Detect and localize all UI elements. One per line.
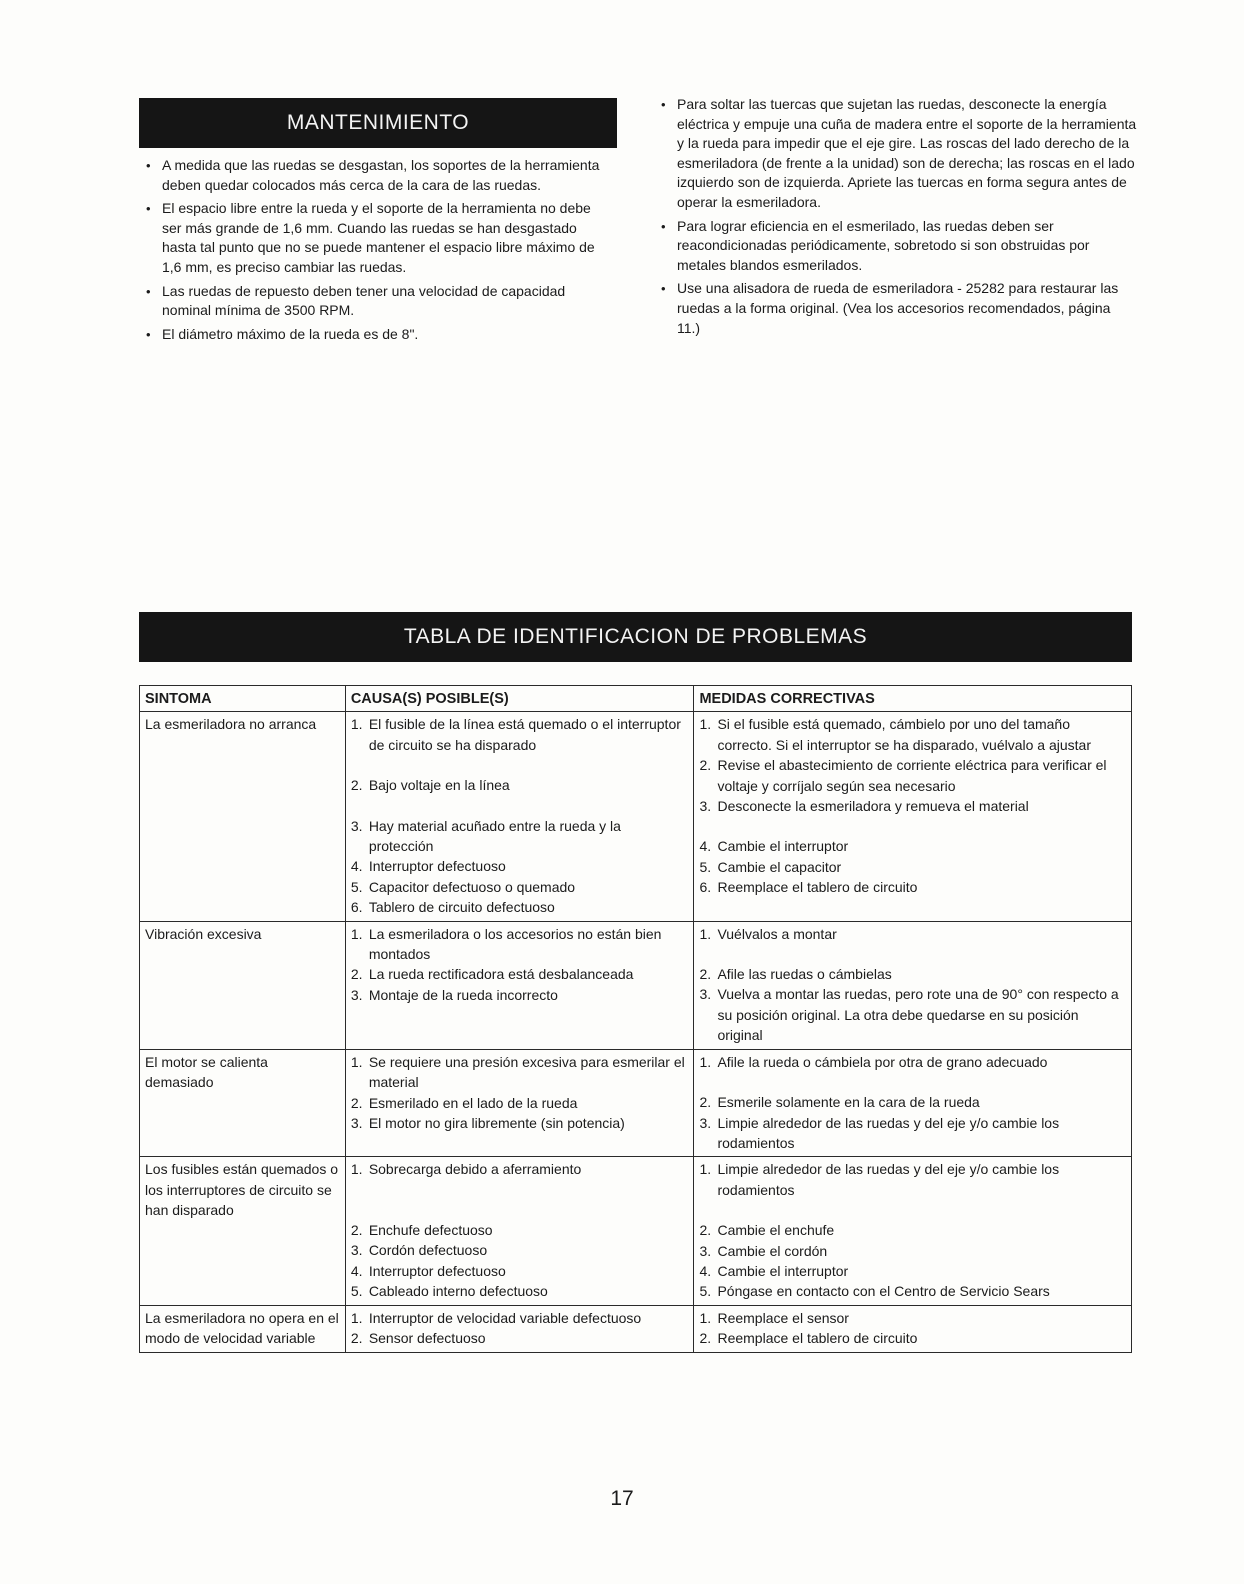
item-number: 3.: [699, 1114, 712, 1131]
item-text: Limpie alrededor de las ruedas y del eje y/o cambie los rodamientos: [717, 1114, 1060, 1151]
item-number: 2.: [699, 966, 712, 983]
cause-item: [351, 856, 689, 876]
maintenance-heading-text: MANTENIMIENTO: [286, 111, 470, 134]
item-text: Enchufe defectuoso: [368, 1221, 493, 1238]
item-text: Afile la rueda o cámbiela por otra de grano adecuado: [717, 1053, 1048, 1070]
item-text: Se requiere una presión excesiva para esmerilar el material: [368, 1053, 685, 1091]
remedy-item: [699, 1261, 1126, 1281]
item-number: 6.: [699, 879, 712, 896]
item-number: 1.: [699, 1309, 712, 1326]
item-text: Cableado interno defectuoso: [368, 1282, 548, 1299]
symptom-cell: [140, 1049, 346, 1157]
item-text: La rueda rectificadora está desbalanceada: [368, 966, 634, 983]
item-text: Limpie alrededor de las ruedas y del eje y/o cambie los rodamientos: [717, 1161, 1060, 1198]
item-text: El motor no gira libremente (sin potencia): [368, 1114, 625, 1131]
item-number: 2.: [350, 1330, 363, 1347]
causes-cell: [345, 1157, 694, 1305]
item-text: El fusible de la línea está quemado o el interruptor de circuito se ha disparado: [368, 716, 681, 753]
cause-item: [351, 714, 689, 755]
cause-item: [351, 964, 689, 984]
table-row: [140, 712, 1132, 921]
cause-item: [351, 1281, 689, 1301]
cause-item: [351, 1052, 689, 1093]
item-number: 3.: [699, 798, 712, 815]
bullet-item: • A medida que las ruedas se desgastan, los soportes de la herramienta deben quedar colocados más cerca de la cara de las ruedas.: [142, 156, 612, 195]
troubleshooting-heading-text: TABLA DE IDENTIFICACION DE PROBLEMAS: [403, 625, 868, 648]
symptom-text: La esmeriladora no arranca: [145, 716, 317, 733]
bullet-item: • El diámetro máximo de la rueda es de 8".: [142, 325, 612, 345]
item-text: Reemplace el sensor: [717, 1309, 849, 1326]
remedy-item: [699, 924, 1126, 944]
bullet-item: • Para lograr eficiencia en el esmerilado, las ruedas deben ser reacondicionadas periódicamente, sobretodo si son obstruidas por metales blandos esmerilados.: [657, 217, 1137, 276]
remedy-item: [699, 1281, 1126, 1301]
item-number: 2.: [350, 1221, 363, 1238]
symptom-text: El motor se calienta demasiado: [145, 1053, 268, 1091]
item-number: 1.: [350, 1053, 363, 1070]
symptom-cell: [140, 921, 346, 1049]
cause-item: [351, 1113, 689, 1133]
item-number: 2.: [699, 757, 712, 774]
item-number: 5.: [699, 858, 712, 875]
remedy-item: [699, 796, 1126, 816]
troubleshooting-heading: [139, 612, 1132, 662]
table-row: [140, 1157, 1132, 1305]
item-text: Desconecte la esmeriladora y remueva el material: [717, 798, 1029, 815]
item-text: Cordón defectuoso: [368, 1242, 488, 1259]
bullet-item: • El espacio libre entre la rueda y el soporte de la herramienta no debe ser más grande de 1,6 mm. Cuando las ruedas se han desgastado hasta tal punto que no se puede mantener el espacio libre máximo de 1,6 mm, es preciso cambiar las ruedas.: [142, 199, 612, 277]
remedy-item: [699, 1241, 1126, 1261]
item-number: 1.: [350, 716, 363, 733]
remedies-cell: [694, 1157, 1132, 1305]
item-text: Esmerilado en el lado de la rueda: [368, 1094, 578, 1111]
remedies-cell: [694, 712, 1132, 921]
item-text: Cambie el interruptor: [717, 1262, 849, 1279]
symptom-text: La esmeriladora no opera en el modo de velocidad variable: [145, 1309, 339, 1347]
item-text: Sobrecarga debido a aferramiento: [368, 1161, 582, 1178]
causes-cell: [345, 712, 694, 921]
cause-item: [351, 816, 689, 857]
maintenance-list-left: [142, 156, 612, 348]
item-number: 1.: [350, 1309, 363, 1326]
header-remedies: MEDIDAS CORRECTIVAS: [694, 686, 1132, 712]
item-number: 3.: [350, 817, 363, 834]
remedy-item: [699, 1220, 1126, 1240]
item-number: 4.: [699, 1262, 712, 1279]
cause-item: [351, 1240, 689, 1260]
item-text: Hay material acuñado entre la rueda y la protección: [368, 817, 621, 855]
item-number: 2.: [350, 966, 363, 983]
item-number: 4.: [699, 838, 712, 855]
remedies-cell: [694, 921, 1132, 1049]
remedy-item: [699, 714, 1126, 755]
remedy-item: [699, 877, 1126, 897]
item-text: Póngase en contacto con el Centro de Servicio Sears: [717, 1283, 1050, 1300]
remedy-item: [699, 1328, 1126, 1348]
item-text: Interruptor defectuoso: [368, 858, 506, 875]
item-number: 5.: [350, 1282, 363, 1299]
item-number: 1.: [699, 925, 712, 942]
remedy-item: [699, 1308, 1126, 1328]
maintenance-heading: [139, 98, 617, 148]
item-text: Reemplace el tablero de circuito: [717, 879, 918, 896]
item-text: Cambie el interruptor: [717, 838, 849, 855]
item-text: Si el fusible está quemado, cámbielo por uno del tamaño correcto. Si el interruptor se ha disparado, vuélvalo a ajustar: [717, 716, 1091, 753]
item-text: Cambie el capacitor: [717, 858, 842, 875]
remedy-item: [699, 1113, 1126, 1154]
cause-item: [351, 1308, 689, 1328]
symptom-text: Los fusibles están quemados o los interruptores de circuito se han disparado: [145, 1161, 339, 1219]
item-text: Cambie el cordón: [717, 1242, 828, 1259]
bullet-item: • Las ruedas de repuesto deben tener una velocidad de capacidad nominal mínima de 3500 RPM.: [142, 282, 612, 321]
item-number: 2.: [350, 1094, 363, 1111]
item-number: 5.: [350, 878, 363, 895]
item-number: 4.: [350, 1262, 363, 1279]
page-number: 17: [610, 1487, 634, 1510]
item-text: Afile las ruedas o cámbielas: [717, 966, 892, 983]
item-number: 1.: [699, 1053, 712, 1070]
item-number: 4.: [350, 858, 363, 875]
table-row: [140, 1049, 1132, 1157]
remedies-cell: [694, 1049, 1132, 1157]
item-text: La esmeriladora o los accesorios no están bien montados: [368, 925, 662, 963]
remedy-item: [699, 836, 1126, 856]
item-text: Interruptor de velocidad variable defectuoso: [368, 1309, 642, 1326]
table-row: [140, 1305, 1132, 1352]
causes-cell: [345, 1305, 694, 1352]
item-text: Reemplace el tablero de circuito: [717, 1330, 918, 1347]
table-row: [140, 921, 1132, 1049]
symptom-cell: [140, 712, 346, 921]
item-text: Vuélvalos a montar: [717, 925, 837, 942]
symptom-text: Vibración excesiva: [145, 925, 262, 942]
item-text: Montaje de la rueda incorrecto: [368, 986, 558, 1003]
item-text: Sensor defectuoso: [368, 1330, 486, 1347]
item-number: 6.: [350, 899, 363, 916]
item-number: 5.: [699, 1283, 712, 1300]
item-number: 2.: [699, 1222, 712, 1239]
item-number: 1.: [699, 716, 712, 733]
bullet-item: • Para soltar las tuercas que sujetan las ruedas, desconecte la energía eléctrica y empuje una cuña de madera entre el soporte de la herramienta y la rueda para impedir que el eje gire. Las roscas del lado derecho de la esmeriladora (de frente a la unidad) son de derecha; las roscas en el lado izquierdo son de izquierda. Apriete las tuercas en forma segura antes de operar la esmeriladora.: [657, 95, 1137, 213]
cause-item: [351, 877, 689, 897]
remedy-item: [699, 984, 1126, 1045]
cause-item: [351, 1261, 689, 1281]
item-text: Bajo voltaje en la línea: [368, 777, 510, 794]
remedy-item: [699, 755, 1126, 796]
causes-cell: [345, 921, 694, 1049]
item-text: Vuelva a montar las ruedas, pero rote una de 90° con respecto a su posición original. La otra debe quedarse en su posición original: [717, 986, 1119, 1044]
item-text: Tablero de circuito defectuoso: [368, 899, 555, 916]
item-text: Capacitor defectuoso o quemado: [368, 878, 576, 895]
remedy-item: [699, 1159, 1126, 1200]
header-causes: CAUSA(S) POSIBLE(S): [345, 686, 694, 712]
cause-item: [351, 775, 689, 795]
bullet-item: • Use una alisadora de rueda de esmeriladora - 25282 para restaurar las ruedas a la forma original. (Vea los accesorios recomendados, página 11.): [657, 279, 1137, 338]
cause-item: [351, 1159, 689, 1179]
item-number: 2.: [699, 1094, 712, 1111]
maintenance-list-right: [657, 95, 1137, 342]
item-number: 1.: [350, 1161, 363, 1178]
cause-item: [351, 1220, 689, 1240]
remedy-item: [699, 857, 1126, 877]
header-symptom: SINTOMA: [140, 686, 346, 712]
causes-cell: [345, 1049, 694, 1157]
cause-item: [351, 1093, 689, 1113]
item-number: 1.: [699, 1161, 712, 1178]
remedy-item: [699, 1052, 1126, 1072]
item-text: Esmerile solamente en la cara de la rueda: [717, 1094, 980, 1111]
symptom-cell: [140, 1157, 346, 1305]
item-number: 1.: [350, 925, 363, 942]
remedy-item: [699, 964, 1126, 984]
remedies-cell: [694, 1305, 1132, 1352]
cause-item: [351, 897, 689, 917]
item-text: Revise el abastecimiento de corriente eléctrica para verificar el voltaje y corríjalo según sea necesario: [717, 757, 1107, 794]
item-text: Interruptor defectuoso: [368, 1262, 506, 1279]
item-number: 3.: [699, 1242, 712, 1259]
cause-item: [351, 924, 689, 965]
symptom-cell: [140, 1305, 346, 1352]
item-number: 3.: [699, 986, 712, 1003]
troubleshooting-table: [139, 685, 1132, 1353]
cause-item: [351, 1328, 689, 1348]
item-number: 3.: [350, 1242, 363, 1259]
item-number: 2.: [350, 777, 363, 794]
item-text: Cambie el enchufe: [717, 1222, 835, 1239]
item-number: 2.: [699, 1330, 712, 1347]
table-header-row: [140, 686, 1132, 712]
remedy-item: [699, 1092, 1126, 1112]
item-number: 3.: [350, 986, 363, 1003]
cause-item: [351, 985, 689, 1005]
item-number: 3.: [350, 1114, 363, 1131]
